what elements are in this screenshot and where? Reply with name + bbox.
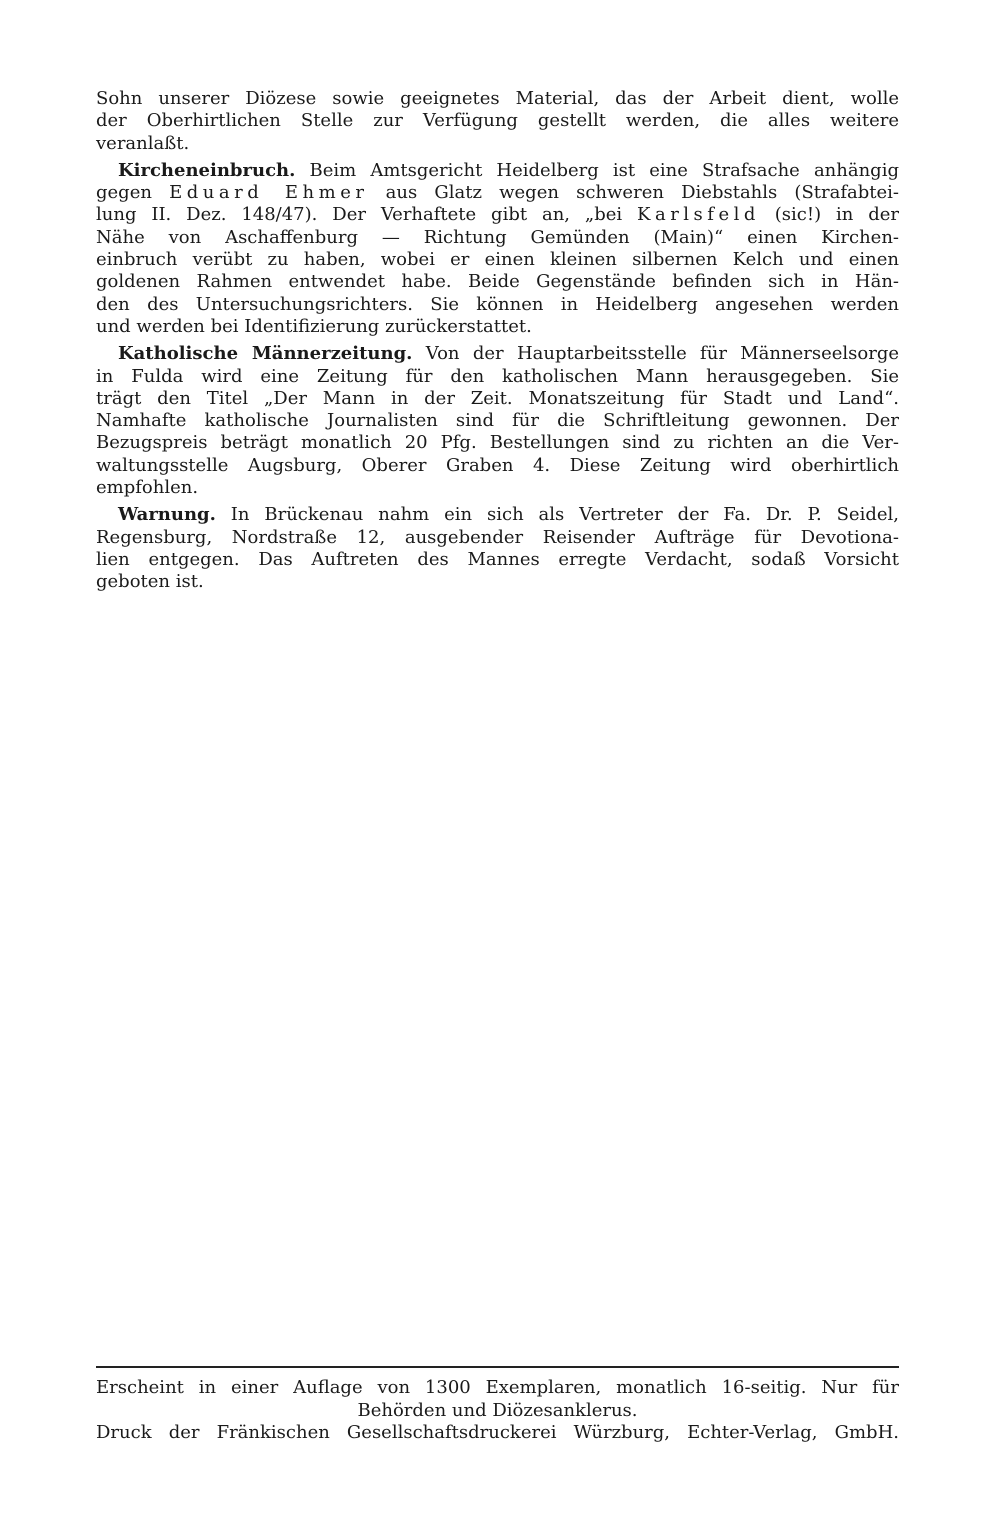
text-line: der Oberhirtlichen Stelle zur Verfügung gestellt werden, die alles weitere bbox=[96, 110, 899, 132]
body-text bbox=[96, 88, 899, 599]
text-line bbox=[96, 504, 899, 526]
text-line bbox=[96, 204, 899, 226]
paragraph-kircheneinbruch bbox=[96, 160, 899, 338]
text-run: Beim Amtsgericht Heidelberg ist eine Strafsache anhängig bbox=[295, 159, 899, 181]
place-name: Karlsfeld bbox=[637, 204, 760, 226]
text-line: veranlaßt. bbox=[96, 132, 190, 154]
text-line: Regensburg, Nordstraße 12, ausgebender Reisender Aufträge für Devotiona- bbox=[96, 526, 899, 548]
text-line: waltungsstelle Augsburg, Oberer Graben 4. Diese Zeitung wird oberhirtlich bbox=[96, 454, 899, 476]
imprint-footer bbox=[96, 1377, 899, 1445]
text-line bbox=[96, 182, 899, 204]
text-line: Bezugspreis beträgt monatlich 20 Pfg. Bestellungen sind zu richten an die Ver- bbox=[96, 432, 899, 454]
person-name: Eduard Ehmer bbox=[169, 182, 369, 204]
footer-line: Erscheint in einer Auflage von 1300 Exemplaren, monatlich 16-seitig. Nur für bbox=[96, 1377, 899, 1398]
text-line: Sohn unserer Diözese sowie geeignetes Material, das der Arbeit dient, wolle bbox=[96, 88, 899, 109]
footer-divider bbox=[96, 1366, 899, 1368]
text-run: gegen bbox=[96, 182, 170, 204]
text-line: empfohlen. bbox=[96, 477, 199, 499]
text-run: Von der Hauptarbeitsstelle für Männerseelsorge bbox=[412, 343, 899, 365]
paragraph-maennerzeitung bbox=[96, 343, 899, 499]
text-line: und werden bei Identifizierung zurückerstattet. bbox=[96, 315, 532, 337]
text-line: lien entgegen. Das Auftreten des Mannes erregte Verdacht, sodaß Vorsicht bbox=[96, 548, 899, 570]
text-line: trägt den Titel „Der Mann in der Zeit. Monatszeitung für Stadt und Land“. bbox=[96, 387, 899, 409]
text-line bbox=[96, 343, 899, 365]
section-heading: Kircheneinbruch. bbox=[118, 159, 296, 181]
paragraph-continuation bbox=[96, 88, 899, 155]
text-line bbox=[96, 160, 899, 182]
text-line: den des Untersuchungsrichters. Sie können in Heidelberg angesehen werden bbox=[96, 293, 899, 315]
text-line: in Fulda wird eine Zeitung für den katholischen Mann herausgegeben. Sie bbox=[96, 365, 899, 387]
text-run: (sic!) in der bbox=[759, 204, 899, 226]
text-line: Namhafte katholische Journalisten sind für die Schriftleitung gewonnen. Der bbox=[96, 410, 899, 432]
footer-line: Druck der Fränkischen Gesellschaftsdruckerei Würzburg, Echter-Verlag, GmbH. bbox=[96, 1422, 899, 1443]
text-run: aus Glatz wegen schweren Diebstahls (Strafabtei- bbox=[368, 182, 899, 204]
footer-line: Behörden und Diözesanklerus. bbox=[357, 1399, 638, 1421]
text-line: einbruch verübt zu haben, wobei er einen kleinen silbernen Kelch und einen bbox=[96, 249, 899, 271]
text-line: Nähe von Aschaffenburg — Richtung Gemünden (Main)“ einen Kirchen- bbox=[96, 226, 899, 248]
paragraph-warnung bbox=[96, 504, 899, 593]
section-heading: Katholische Männerzeitung. bbox=[118, 343, 413, 365]
text-line: geboten ist. bbox=[96, 571, 204, 593]
section-heading: Warnung. bbox=[118, 504, 216, 526]
text-run: In Brückenau nahm ein sich als Vertreter der Fa. Dr. P. Seidel, bbox=[215, 504, 899, 526]
text-run: lung II. Dez. 148/47). Der Verhaftete gibt an, „bei bbox=[96, 204, 638, 226]
text-line: goldenen Rahmen entwendet habe. Beide Gegenstände befinden sich in Hän- bbox=[96, 271, 899, 293]
